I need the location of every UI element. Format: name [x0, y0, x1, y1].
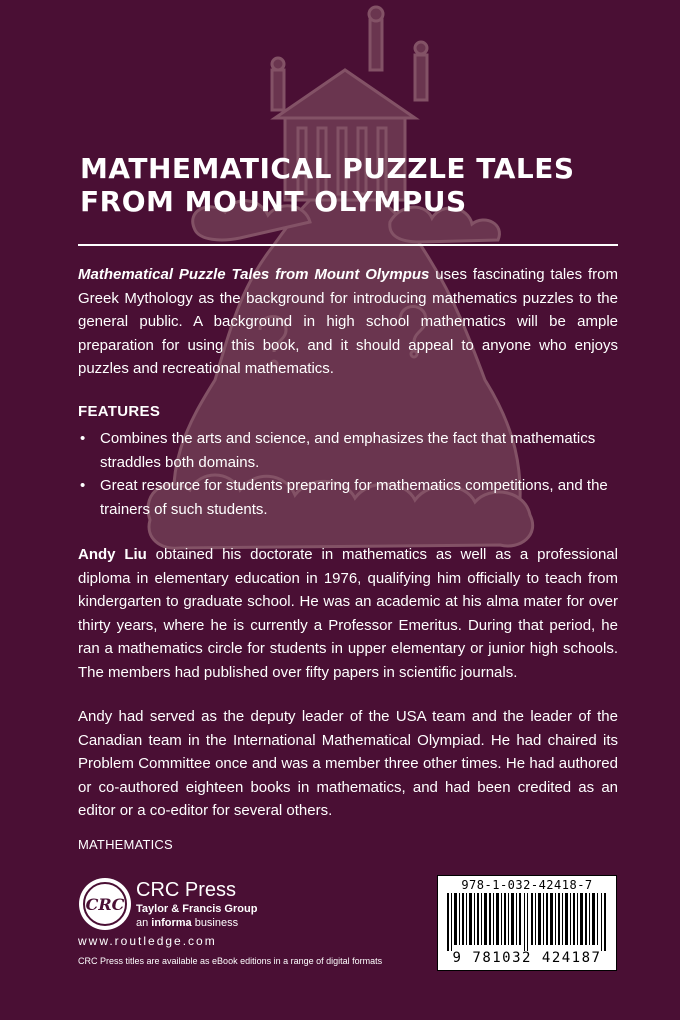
- author-bio-text-1: obtained his doctorate in mathematics as well as a professional diploma in elementary education in 1976, qualifying him officially to teach from kindergarten to graduate school. He was an academic at his alma mater for over thirty years, where he is currently a Professor Emeritus. During that period, he ran a mathematics circle for students in upper elementary or junior high schools. The members had published over fifty papers in scientific journals.: [78, 546, 618, 681]
- isbn-label: 978-1-032-42418-7: [461, 878, 593, 892]
- book-title: [80, 152, 620, 218]
- features-heading: FEATURES: [78, 403, 161, 420]
- intro-text: uses fascinating tales from Greek Mythology as the background for introducing mathematics puzzles to the general public. A background in high school mathematics will be ample preparation for using this book, and it should appeal to anyone who enjoys puzzles and recreational mathematics.: [78, 266, 618, 377]
- feature-text: Great resource for students preparing for mathematics competitions, and the trainers of such students.: [100, 477, 608, 518]
- ebook-availability-note: CRC Press titles are available as eBook editions in a range of digital formats: [78, 956, 383, 966]
- barcode-bars-graphic: [445, 893, 609, 951]
- crc-press-logo-icon: [78, 877, 132, 931]
- author-bio-paragraph-1: [78, 543, 618, 684]
- features-list: [78, 427, 618, 521]
- publisher-business-tagline: [136, 917, 238, 930]
- intro-paragraph: [78, 263, 618, 381]
- publisher-website: www.routledge.com: [78, 934, 217, 948]
- publisher-group: Taylor & Francis Group: [136, 903, 258, 915]
- business-suffix: business: [191, 917, 239, 929]
- book-title-line-1: MATHEMATICAL PUZZLE TALES: [80, 152, 575, 185]
- publisher-name: CRC Press: [136, 879, 237, 901]
- feature-item: [78, 474, 618, 521]
- author-bio-paragraph-2: Andy had served as the deputy leader of the USA team and the leader of the Canadian team in the International Mathematical Olympiad. He had chaired its Problem Committee once and was a member three other times. He had authored or co-authored eighteen books in mathematics, and had been credited as an editor or a co-editor for several others.: [78, 708, 618, 819]
- business-prefix: an: [136, 917, 152, 929]
- bullet-icon: •: [80, 477, 86, 494]
- bullet-icon: •: [80, 430, 86, 447]
- isbn-barcode: [437, 875, 617, 971]
- business-brand: informa: [151, 917, 192, 929]
- subject-category: MATHEMATICS: [78, 837, 173, 852]
- feature-text: Combines the arts and science, and emphasizes the fact that mathematics straddles both domains.: [100, 430, 596, 471]
- title-divider: [78, 244, 618, 246]
- crc-badge-text: CRC: [85, 895, 125, 914]
- isbn-digits: 9 781032 424187: [452, 950, 602, 966]
- author-name: Andy Liu: [78, 546, 147, 563]
- intro-book-title: Mathematical Puzzle Tales from Mount Olympus: [78, 266, 430, 283]
- feature-item: [78, 427, 618, 474]
- book-title-line-2: FROM MOUNT OLYMPUS: [80, 185, 467, 218]
